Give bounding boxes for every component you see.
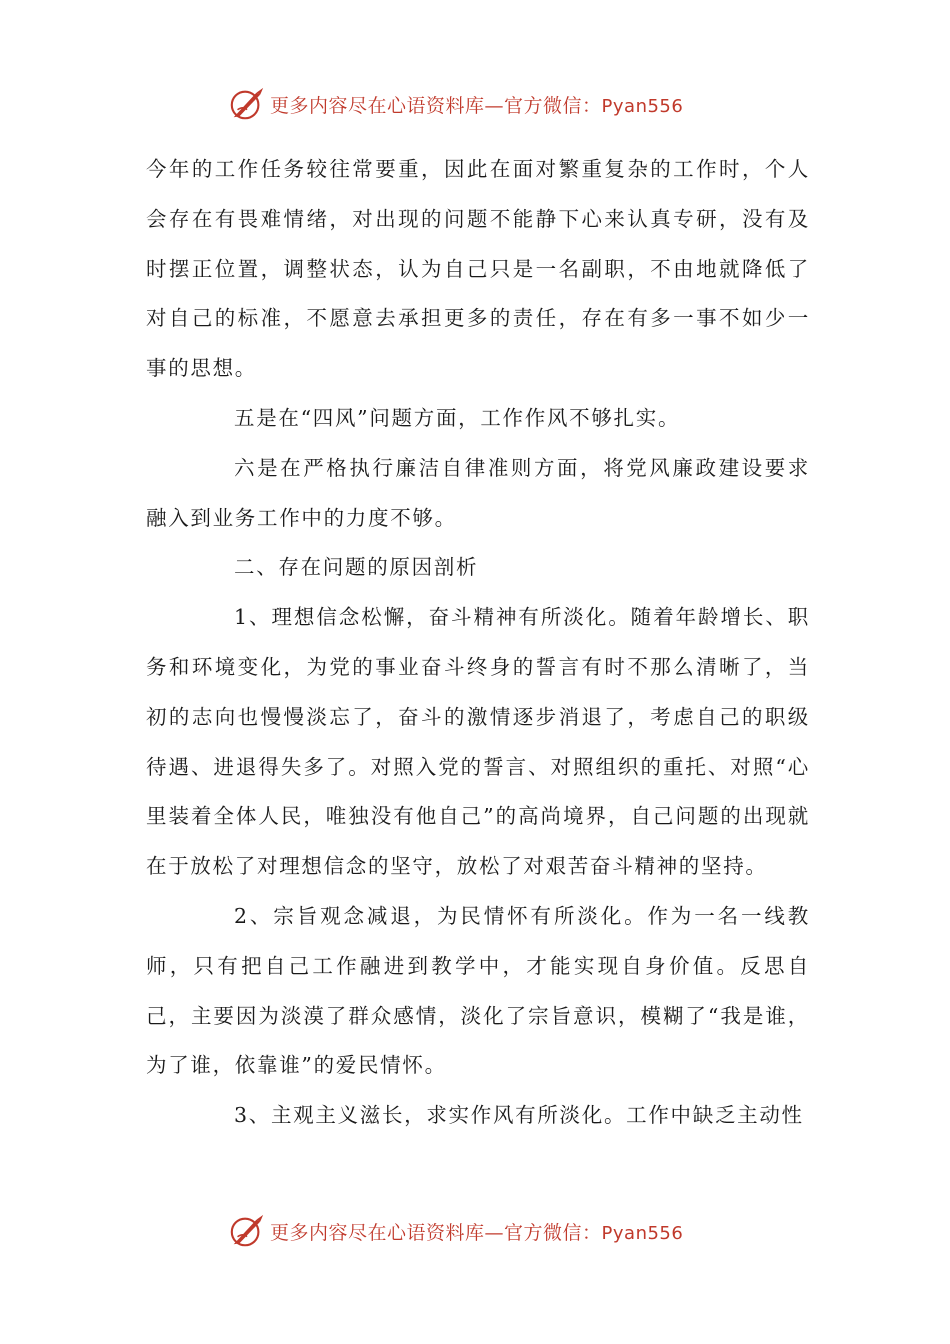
paragraph-3: 六是在严格执行廉洁自律准则方面，将党风廉政建设要求融入到业务工作中的力度不够。 [146,455,810,530]
paragraph-1: 今年的工作任务较往常要重，因此在面对繁重复杂的工作时，个人会存在有畏难情绪，对出现的问题不能静下心来认真专研，没有及时摆正位置，调整状态，认为自己只是一名副职，不由地就降低了对自己的标准，不愿意去承担更多的责任，存在有多一事不如少一事的思想。 [146,157,810,381]
paragraph-4: 1、理想信念松懈，奋斗精神有所淡化。随着年龄增长、职务和环境变化，为党的事业奋斗终身的誓言有时不那么清晰了，当初的志向也慢慢淡忘了，奋斗的激情逐步消退了，考虑自己的职级待遇、进退得失多了。对照入党的誓言、对照组织的重托、对照“心里装着全体人民，唯独没有他自己”的高尚境界，自己问题的出现就在于放松了对理想信念的坚守，放松了对艰苦奋斗精神的坚持。 [146,605,810,879]
document-body [146,145,810,1141]
paragraph-6: 3、主观主义滋长，求实作风有所淡化。工作中缺乏主动性 [234,1103,804,1128]
quill-logo-icon [228,1212,266,1250]
paragraph-2: 五是在“四风”问题方面，工作作风不够扎实。 [234,405,681,430]
paragraph-5: 2、宗旨观念减退，为民情怀有所淡化。作为一名一线教师，只有把自己工作融进到教学中，才能实现自身价值。反思自己，主要因为淡漠了群众感情，淡化了宗旨意识，模糊了“我是谁，为了谁，依靠谁”的爱民情怀。 [146,903,810,1078]
watermark-text: 更多内容尽在心语资料库—官方微信：Pyan556 [270,94,684,117]
watermark-text: 更多内容尽在心语资料库—官方微信：Pyan556 [270,1221,684,1244]
header-watermark-banner [228,84,748,124]
section-heading: 二、存在问题的原因剖析 [234,555,479,580]
quill-logo-icon [228,85,266,123]
footer-watermark-banner [228,1211,748,1251]
